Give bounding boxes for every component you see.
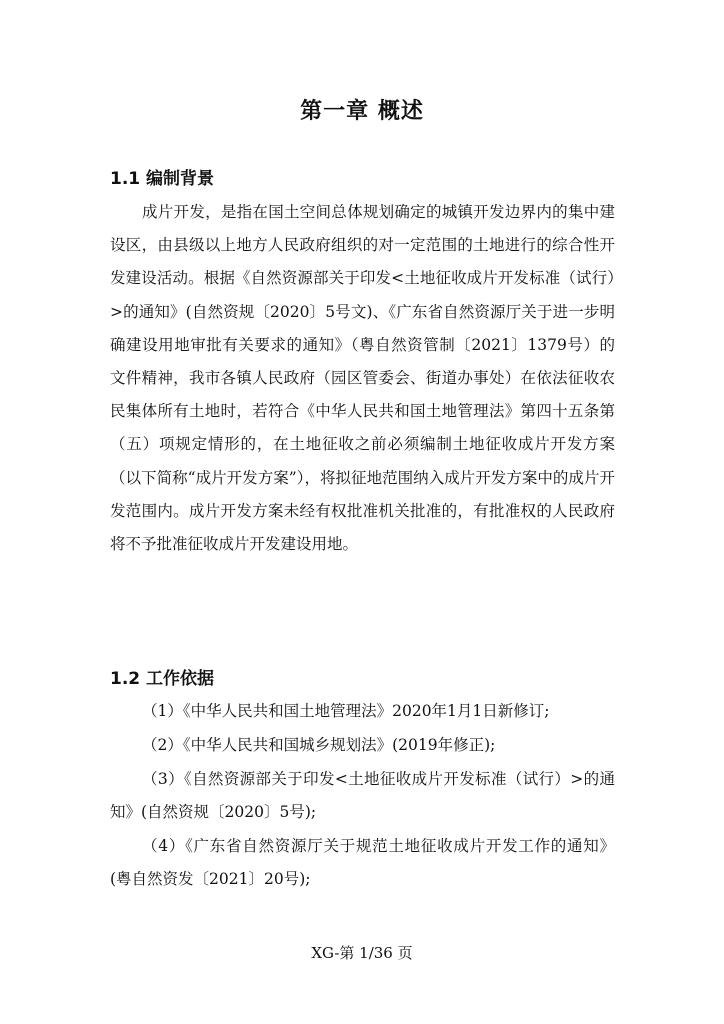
section-heading-background: 1.1 编制背景 xyxy=(110,169,215,189)
list-item: （2）《中华人民共和国城乡规划法》(2019年修正); xyxy=(142,736,496,754)
chapter-title: 第一章 概述 xyxy=(300,99,424,124)
list-item: （3）《自然资源部关于印发<土地征收成片开发标准（试行）>的通知》(自然资规〔2020〕5号); xyxy=(110,770,615,822)
list-item: （4）《广东省自然资源厅关于规范土地征收成片开发工作的通知》(粤自然资发〔2021〕20号); xyxy=(110,837,615,889)
list-item: （1）《中华人民共和国土地管理法》2020年1月1日新修订; xyxy=(142,702,550,720)
background-paragraph: 成片开发，是指在国土空间总体规划确定的城镇开发边界内的集中建设区，由县级以上地方人民政府组织的对一定范围的土地进行的综合性开发建设活动。根据《自然资源部关于印发<土地征收成片开发标准（试行）>的通知》(自然资规〔2020〕5号文)、《广东省自然资源厅关于进一步明确建设用地审批有关要求的通知》（粤自然资管制〔2021〕1379号）的文件精神，我市各镇人民政府（园区管委会、街道办事处）在依法征收农民集体所有土地时，若符合《中华人民共和国土地管理法》第四十五条第（五）项规定情形的，在土地征收之前必须编制土地征收成片开发方案（以下简称“成片开发方案”），将拟征地范围纳入成片开发方案中的成片开发范围内。成片开发方案未经有权批准机关批准的，有批准权的人民政府将不予批准征收成片开发建设用地。 xyxy=(110,203,615,554)
page-footer: XG-第 1/36 页 xyxy=(311,944,413,962)
section-heading-basis: 1.2 工作依据 xyxy=(110,669,215,689)
